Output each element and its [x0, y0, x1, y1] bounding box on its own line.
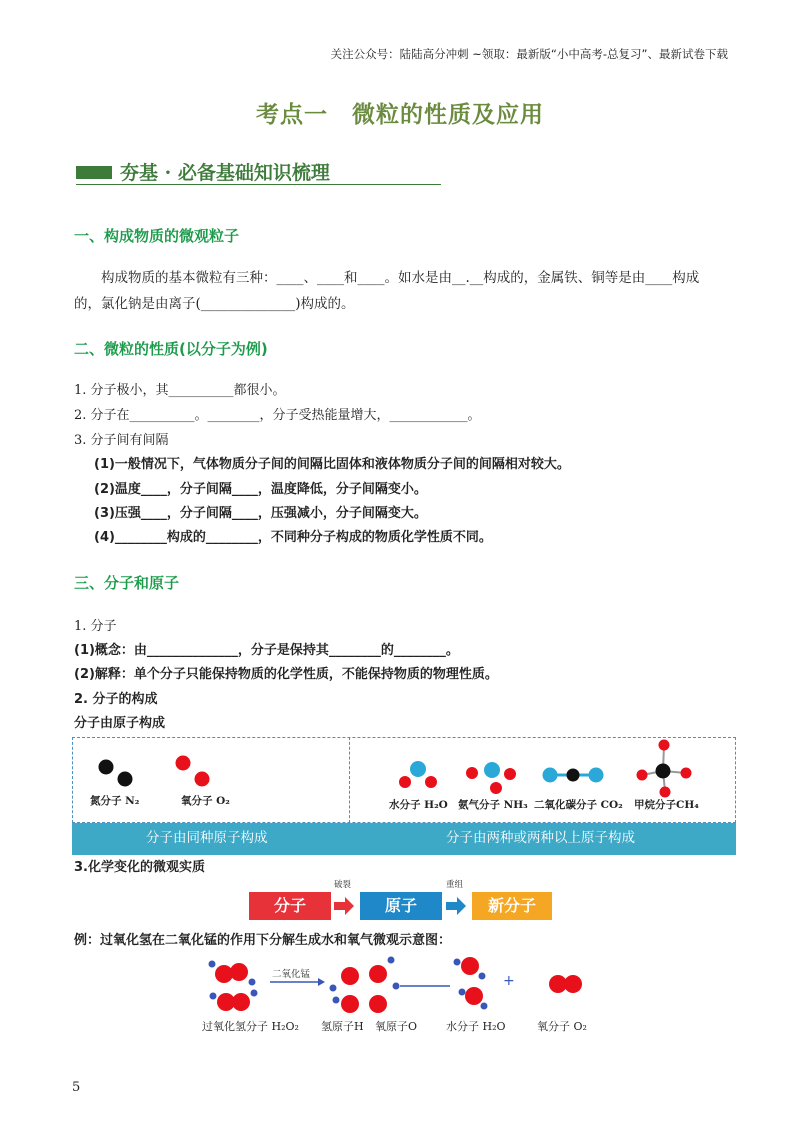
- label-h2o2: 过氧化氢分子 H₂O₂: [202, 1020, 299, 1033]
- h2o2-molecule-2: [210, 990, 258, 1012]
- banner-underline: [76, 184, 441, 185]
- co2-label: 二氧化碳分子 CO₂: [534, 799, 623, 811]
- s2-item-3-1: (1)一般情况下，气体物质分子间的间隔比固体和液体物质分子间的间隔相对较大。: [94, 457, 570, 472]
- label-oxygen-molecule: 氧分子 O₂: [537, 1020, 587, 1033]
- nh3-model: [466, 762, 516, 794]
- s2-item-1: 1. 分子极小，其__________都很小。: [74, 383, 286, 398]
- n2-model: [99, 760, 133, 787]
- ch4-label: 甲烷分子CH₄: [634, 799, 699, 811]
- s2-item-2: 2. 分子在__________。________，分子受热能量增大，____________。: [74, 408, 481, 423]
- co2-model: [543, 768, 604, 783]
- header-note: 关注公众号：陆陆高分冲刺 ~领取：最新版“小中高考-总复习”、最新试卷下载: [330, 47, 728, 61]
- banner-title: 夯基 · 必备基础知识梳理: [120, 162, 330, 184]
- section-2-heading: 二、微粒的性质(以分子为例): [74, 340, 268, 358]
- page-title: 考点一 微粒的性质及应用: [256, 102, 544, 128]
- section-1-line-1: 构成物质的基本微粒有三种：____、____和____。如水是由__.__构成的，金属铁、铜等是由____构成: [101, 270, 700, 286]
- o2-label: 氧分子 O₂: [181, 795, 230, 807]
- separated-atoms: [330, 957, 400, 1014]
- flow-box-atom: 原子: [360, 892, 442, 920]
- s3-item-1: 1. 分子: [74, 619, 117, 634]
- s3-item-2-caption: 分子由原子构成: [74, 716, 166, 731]
- water-molecules: [454, 957, 488, 1010]
- label-oxygen-atom: 氧原子O: [375, 1020, 418, 1033]
- s2-item-3: 3. 分子间有间隔: [74, 433, 169, 448]
- s3-concept: (1)概念：由______________，分子是保持其________的________。: [74, 643, 459, 658]
- n2-label: 氮分子 N₂: [90, 795, 140, 807]
- reaction-diagram: [200, 952, 620, 1018]
- flow-arrow-2-label: 重组: [446, 880, 464, 890]
- page-number: 5: [72, 1080, 81, 1095]
- strip-right-caption: 分子由两种或两种以上原子构成: [446, 830, 635, 846]
- s2-item-3-4: (4)________构成的________，不同种分子构成的物质化学性质不同。: [94, 530, 492, 545]
- plus-sign: +: [503, 973, 515, 989]
- s3-item-2: 2. 分子的构成: [74, 692, 158, 707]
- s2-item-3-2: (2)温度____，分子间隔____，温度降低，分子间隔变小。: [94, 482, 427, 497]
- flow-arrow-2-icon: [446, 897, 468, 915]
- label-water-molecule: 水分子 H₂O: [446, 1020, 506, 1033]
- catalyst-label: 二氧化锰: [272, 969, 311, 980]
- o2-model: [176, 756, 210, 787]
- flow-arrow-1-label: 破裂: [334, 880, 352, 890]
- section-1-heading: 一、构成物质的微观粒子: [74, 227, 240, 245]
- example-text: 例：过氧化氢在二氧化锰的作用下分解生成水和氧气微观示意图：: [74, 933, 452, 948]
- flow-box-new-molecule: 新分子: [472, 892, 552, 920]
- section-3-heading: 三、分子和原子: [74, 574, 180, 592]
- flow-box-molecule: 分子: [249, 892, 331, 920]
- h2o-model: [399, 761, 437, 788]
- ch4-model: [637, 740, 692, 798]
- nh3-label: 氨气分子 NH₃: [458, 799, 528, 811]
- section-1-line-2: 的，氯化钠是由离子(______________)构成的。: [74, 296, 355, 312]
- strip-left-caption: 分子由同种原子构成: [146, 830, 268, 846]
- s2-item-3-3: (3)压强____，分子间隔____，压强减小，分子间隔变大。: [94, 506, 427, 521]
- flow-arrow-1-icon: [334, 897, 356, 915]
- oxygen-molecule: [549, 975, 582, 993]
- s3-explanation: (2)解释：单个分子只能保持物质的化学性质，不能保持物质的物理性质。: [74, 667, 498, 682]
- label-hydrogen-atom: 氢原子H: [321, 1020, 364, 1033]
- h2o-label: 水分子 H₂O: [389, 799, 448, 811]
- banner-bar: [76, 166, 112, 179]
- s3-item-3: 3.化学变化的微观实质: [74, 860, 205, 875]
- h2o2-molecule-1: [209, 961, 256, 986]
